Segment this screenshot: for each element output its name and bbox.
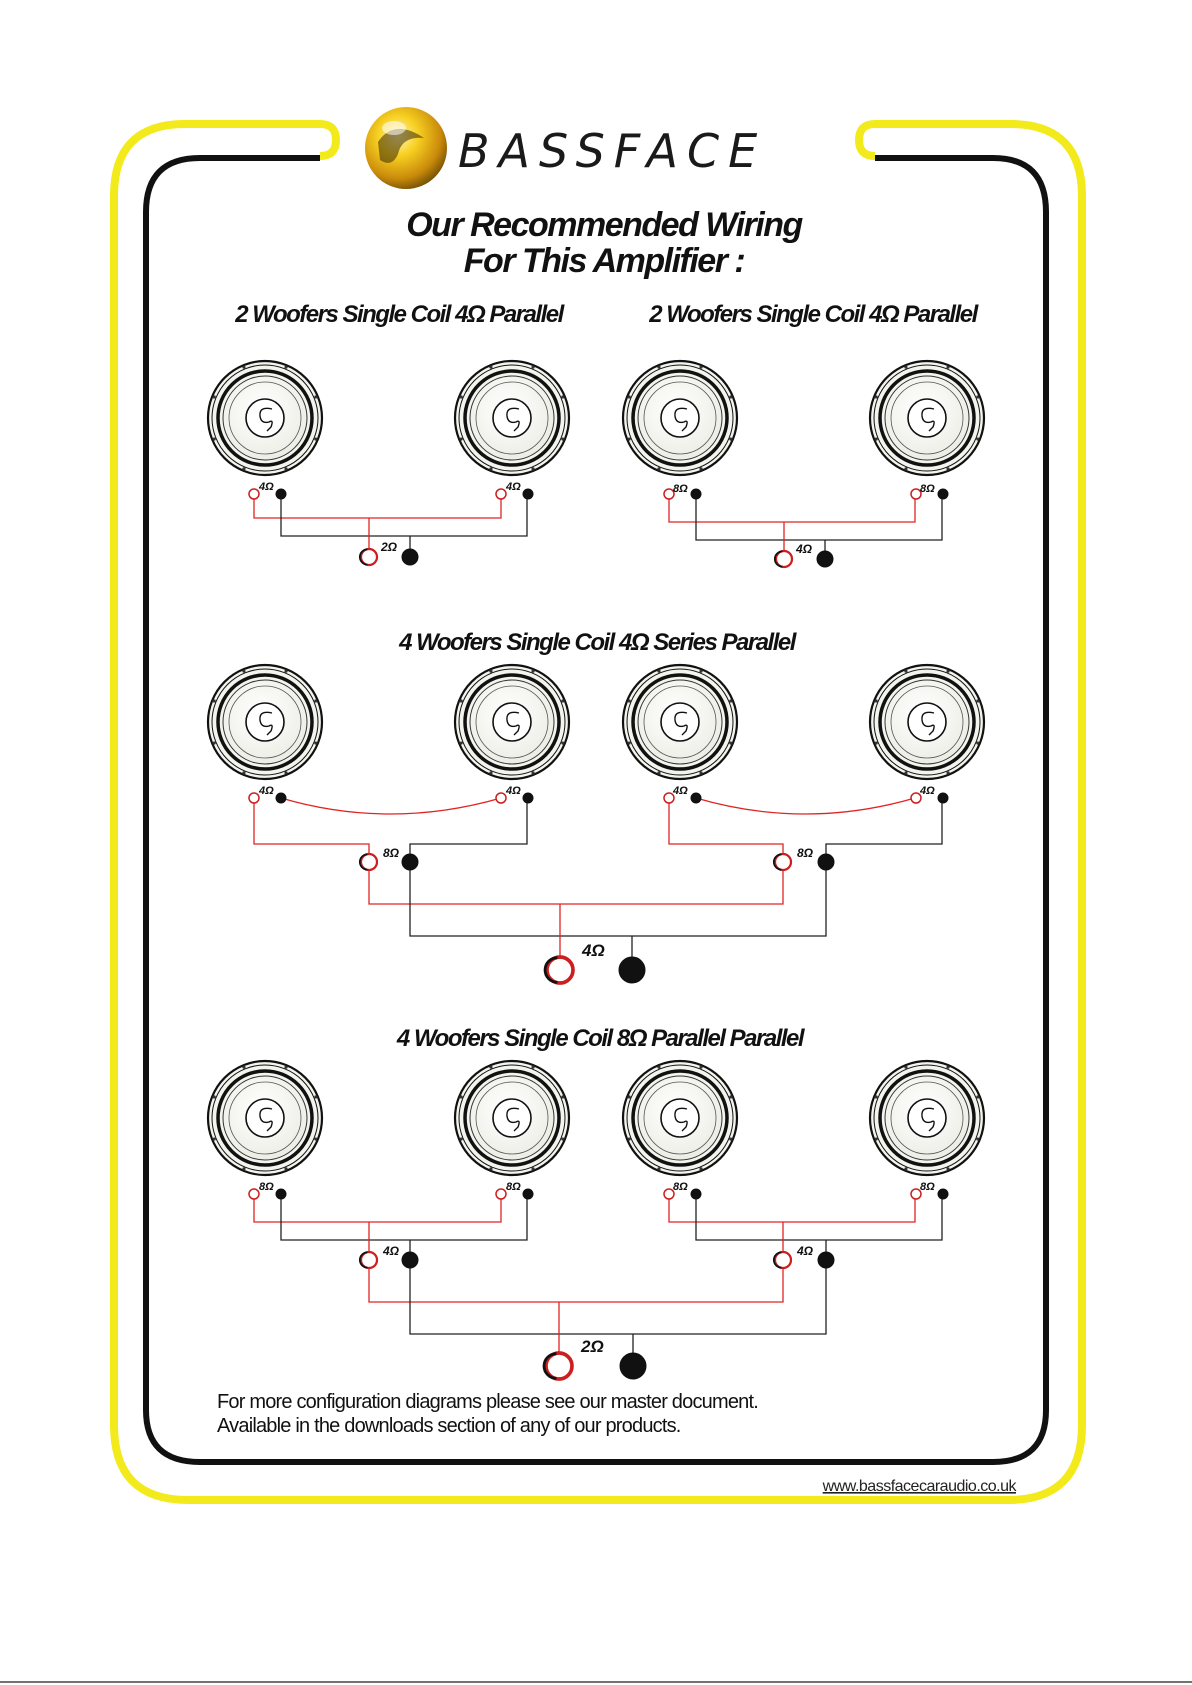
woofer-impedance-label: 8Ω: [506, 1181, 521, 1193]
subwoofer-speaker-icon: [208, 361, 322, 475]
negative-bus-wire: [410, 1260, 826, 1334]
woofer-impedance-label: 4Ω: [506, 481, 521, 493]
negative-terminal-icon: [523, 793, 533, 803]
subwoofer-speaker-icon: [623, 665, 737, 779]
negative-terminal-icon: [276, 793, 286, 803]
positive-terminal-icon: [249, 489, 259, 499]
positive-terminal-icon: [496, 1189, 506, 1199]
negative-terminal-icon: [691, 1189, 701, 1199]
brand-logo: [365, 107, 766, 189]
subwoofer-speaker-icon: [455, 1061, 569, 1175]
negative-terminal-icon: [402, 854, 418, 870]
page-title-line2: For This Amplifier :: [463, 242, 745, 280]
woofer-impedance-label: 4Ω: [506, 785, 521, 797]
series-link-wire-right: [696, 798, 915, 814]
output-impedance-label: 2Ω: [581, 1337, 604, 1356]
website-link[interactable]: www.bassfacecaraudio.co.uk: [822, 1478, 1016, 1495]
positive-wire-right: [669, 798, 783, 862]
positive-wire: [669, 494, 915, 522]
section-heading-1: 2 Woofers Single Coil 4Ω Parallel: [235, 301, 563, 328]
woofer-impedance-label: 8Ω: [673, 483, 688, 495]
positive-wire-left: [254, 1194, 501, 1222]
negative-terminal-icon: [691, 793, 701, 803]
subwoofer-speaker-icon: [623, 1061, 737, 1175]
negative-terminal-icon: [938, 489, 948, 499]
section-heading-3: 4 Woofers Single Coil 4Ω Series Parallel: [399, 629, 795, 656]
positive-wire-right: [669, 1194, 915, 1222]
negative-terminal-icon: [402, 1252, 418, 1268]
subwoofer-speaker-icon: [455, 665, 569, 779]
outer-frame-right-hook: [859, 124, 875, 156]
woofer-impedance-label: 8Ω: [920, 483, 935, 495]
positive-wire-left: [254, 798, 369, 862]
subwoofer-speaker-icon: [623, 361, 737, 475]
woofer-impedance-label: 4Ω: [259, 785, 274, 797]
positive-bus-wire: [369, 1260, 783, 1302]
negative-terminal-icon: [523, 489, 533, 499]
footer-line-1: For more configuration diagrams please see our master document.: [217, 1391, 758, 1413]
negative-bus-wire: [410, 862, 826, 936]
bassface-sphere-logo-icon: [365, 107, 447, 189]
terminals-layer: [249, 489, 948, 1379]
output-impedance-label: 4Ω: [796, 542, 813, 556]
woofers-layer: [208, 361, 984, 1175]
woofer-impedance-label: 4Ω: [920, 785, 935, 797]
section-heading-2: 2 Woofers Single Coil 4Ω Parallel: [649, 301, 977, 328]
page-title-line1: Our Recommended Wiring: [406, 206, 802, 244]
woofer-impedance-labels: [258, 481, 935, 1193]
outer-yellow-frame: [114, 124, 1082, 1500]
negative-wire-left: [281, 1194, 527, 1240]
subwoofer-speaker-icon: [208, 1061, 322, 1175]
woofer-impedance-label: 8Ω: [673, 1181, 688, 1193]
logo-highlight: [382, 121, 406, 135]
output-impedance-label: 2Ω: [381, 540, 398, 554]
negative-terminal-icon: [818, 1252, 834, 1268]
negative-terminal-icon: [818, 854, 834, 870]
negative-wire: [281, 494, 527, 536]
subwoofer-speaker-icon: [455, 361, 569, 475]
output-impedance-labels: [380, 540, 814, 1356]
brand-name: BASSFACE: [458, 124, 767, 178]
woofer-impedance-label: 8Ω: [259, 1181, 274, 1193]
negative-wire-left: [410, 798, 527, 862]
output-impedance-label: 4Ω: [582, 941, 605, 960]
pair-impedance-label: 8Ω: [383, 846, 400, 860]
subwoofer-speaker-icon: [208, 665, 322, 779]
negative-wire-right: [826, 798, 942, 862]
section-heading-4: 4 Woofers Single Coil 8Ω Parallel Parallel: [396, 1025, 804, 1052]
negative-terminal-icon: [276, 1189, 286, 1199]
positive-terminal-icon: [249, 793, 259, 803]
page-frame: [114, 124, 1082, 1500]
positive-bus-wire: [369, 862, 783, 904]
negative-terminal-icon: [938, 793, 948, 803]
pair-impedance-label: 8Ω: [797, 846, 814, 860]
woofer-impedance-label: 8Ω: [920, 1181, 935, 1193]
negative-wire-right: [696, 1194, 942, 1240]
positive-wire: [254, 494, 501, 518]
inner-black-frame: [146, 158, 1046, 1462]
negative-terminal-icon: [523, 1189, 533, 1199]
negative-terminal-icon: [402, 549, 418, 565]
positive-terminal-icon: [496, 489, 506, 499]
positive-terminal-icon: [496, 793, 506, 803]
subwoofer-speaker-icon: [870, 361, 984, 475]
footer-line-2: Available in the downloads section of any of our products.: [217, 1415, 681, 1437]
pair-impedance-label: 4Ω: [797, 1244, 814, 1258]
subwoofer-speaker-icon: [870, 1061, 984, 1175]
negative-terminal-icon: [817, 551, 833, 567]
negative-terminal-icon: [620, 1353, 646, 1379]
series-link-wire-left: [281, 798, 501, 814]
negative-terminal-icon: [691, 489, 701, 499]
negative-terminal-icon: [619, 957, 645, 983]
pair-impedance-label: 4Ω: [383, 1244, 400, 1258]
woofer-impedance-label: 4Ω: [259, 481, 274, 493]
positive-terminal-icon: [249, 1189, 259, 1199]
negative-wire: [696, 494, 942, 540]
woofer-impedance-label: 4Ω: [673, 785, 688, 797]
subwoofer-speaker-icon: [870, 665, 984, 779]
outer-frame-left-hook: [320, 124, 336, 156]
negative-terminal-icon: [938, 1189, 948, 1199]
negative-terminal-icon: [276, 489, 286, 499]
